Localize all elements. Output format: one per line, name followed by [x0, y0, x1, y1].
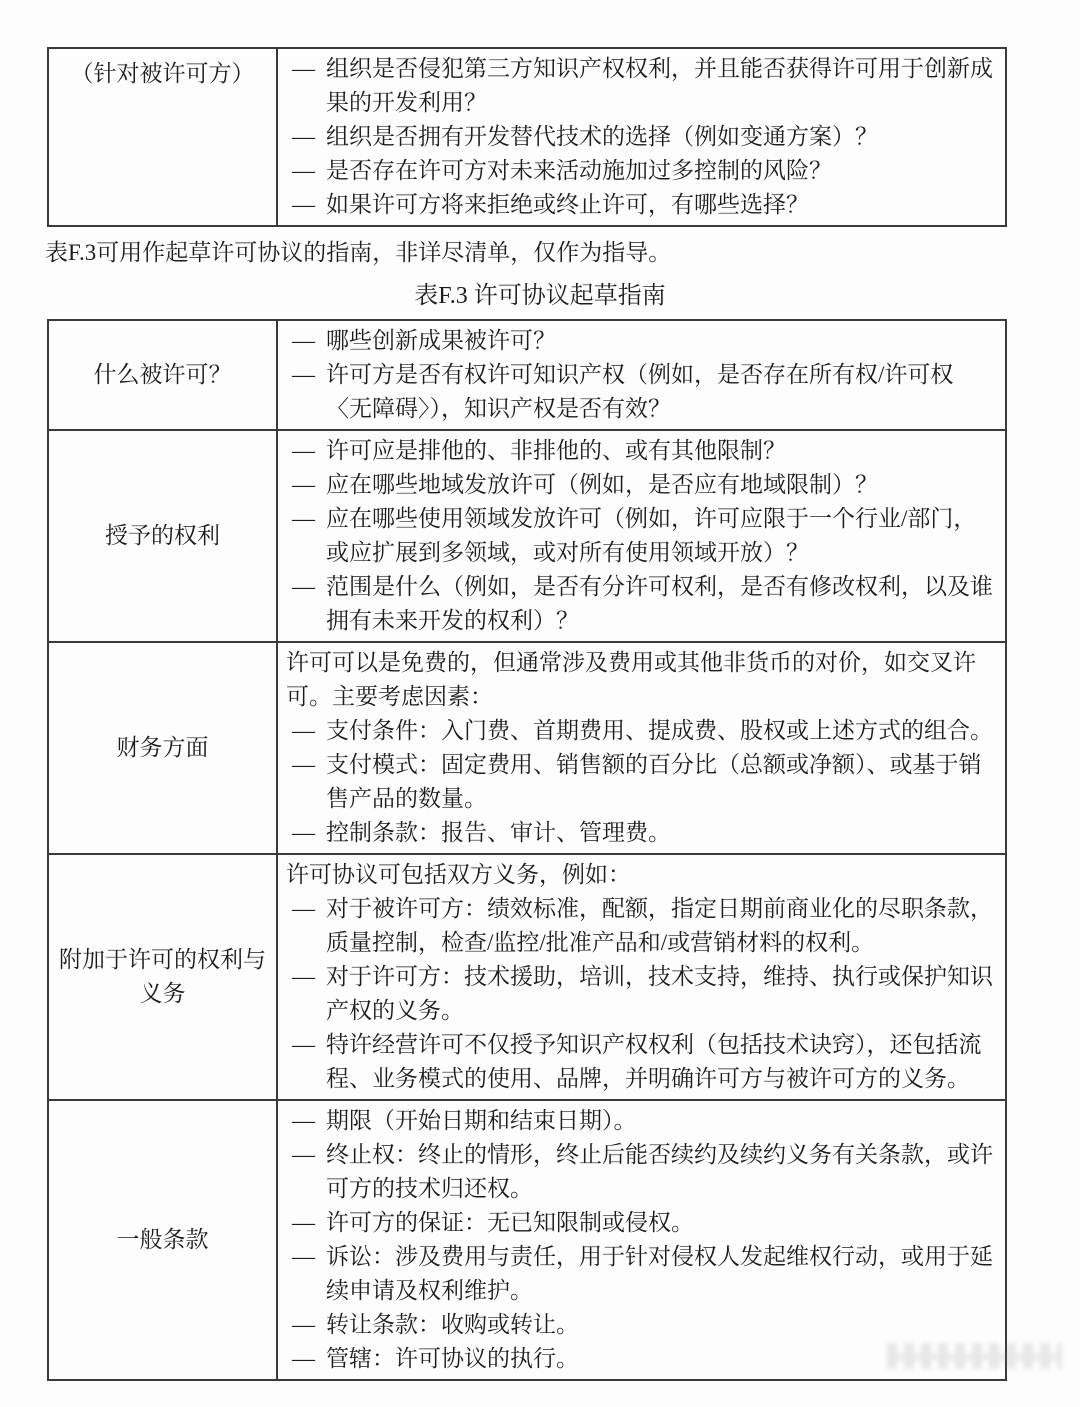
row-label: 附加于许可的权利与义务	[48, 854, 277, 1100]
dash-marker: —	[292, 328, 315, 353]
dash-marker: —	[292, 1210, 315, 1235]
table-row	[48, 854, 1006, 1100]
row-label: 财务方面	[48, 642, 277, 854]
dash-marker: —	[292, 1108, 315, 1133]
bullet-text: 终止权：终止的情形，终止后能否续约及续约义务有关条款，或许可方的技术归还权。	[326, 1142, 993, 1201]
dash-marker: —	[292, 124, 315, 149]
row-label: （针对被许可方）	[48, 48, 277, 226]
row-content	[277, 1100, 1006, 1380]
dash-marker: —	[292, 1032, 315, 1057]
bullet-item	[284, 468, 993, 502]
bullet-item	[284, 1308, 993, 1342]
bullet-text: 管辖：许可协议的执行。	[326, 1346, 579, 1371]
bullet-text: 对于被许可方：绩效标准，配额，指定日期前商业化的尽职条款，质量控制，检查/监控/批准产品和/或营销材料的权利。	[326, 896, 993, 955]
bullet-text: 期限（开始日期和结束日期）。	[326, 1108, 637, 1133]
bullet-item	[284, 52, 993, 120]
dash-marker: —	[292, 964, 315, 989]
bullet-item	[284, 188, 993, 222]
bullet-item	[284, 714, 993, 748]
bullet-text: 对于许可方：技术援助，培训，技术支持，维持、执行或保护知识产权的义务。	[326, 964, 993, 1023]
bullet-item	[284, 1240, 993, 1308]
bullet-item	[284, 1342, 993, 1376]
bullet-item	[284, 570, 993, 638]
dash-marker: —	[292, 192, 315, 217]
dash-marker: —	[292, 752, 315, 777]
cell-intro-text: 许可协议可包括双方义务，例如：	[286, 862, 631, 887]
bullet-item	[284, 120, 993, 154]
bullet-item	[284, 434, 993, 468]
bullet-item	[284, 502, 993, 570]
dash-marker: —	[292, 362, 315, 387]
bullet-text: 应在哪些地域发放许可（例如，是否应有地域限制）？	[326, 472, 878, 497]
row-label: 什么被许可？	[48, 320, 277, 430]
bullet-item	[284, 1104, 993, 1138]
table-row	[48, 48, 1006, 226]
row-label: 一般条款	[48, 1100, 277, 1380]
dash-marker: —	[292, 1346, 315, 1371]
row-content	[277, 854, 1006, 1100]
bullet-text: 许可方是否有权许可知识产权（例如，是否存在所有权/许可权〈无障碍〉），知识产权是否有效？	[326, 362, 954, 421]
bullet-item	[284, 748, 993, 816]
dash-marker: —	[292, 1312, 315, 1337]
row-content	[277, 430, 1006, 642]
bullet-text: 转让条款：收购或转让。	[326, 1312, 579, 1337]
dash-marker: —	[292, 718, 315, 743]
dash-marker: —	[292, 438, 315, 463]
bullet-text: 组织是否拥有开发替代技术的选择（例如变通方案）？	[326, 124, 878, 149]
bullet-text: 范围是什么（例如，是否有分许可权利，是否有修改权利，以及谁拥有未来开发的权利）？	[326, 574, 993, 633]
license-drafting-table	[47, 319, 1007, 1381]
bullet-item	[284, 324, 993, 358]
table-row	[48, 642, 1006, 854]
dash-marker: —	[292, 472, 315, 497]
dash-marker: —	[292, 820, 315, 845]
bullet-text: 支付模式：固定费用、销售额的百分比（总额或净额）、或基于销售产品的数量。	[326, 752, 982, 811]
row-content	[277, 642, 1006, 854]
dash-marker: —	[292, 506, 315, 531]
table-note: 表F.3可用作起草许可协议的指南，非详尽清单，仅作为指导。	[45, 240, 672, 265]
bullet-text: 哪些创新成果被许可？	[326, 328, 556, 353]
dash-marker: —	[292, 574, 315, 599]
dash-marker: —	[292, 896, 315, 921]
bullet-text: 是否存在许可方对未来活动施加过多控制的风险？	[326, 158, 832, 183]
bullet-item	[284, 358, 993, 426]
bullet-item	[284, 1206, 993, 1240]
bullet-item	[284, 892, 993, 960]
bullet-item	[284, 816, 993, 850]
licensee-questions-table	[47, 47, 1007, 227]
row-content	[277, 48, 1006, 226]
bullet-text: 许可应是排他的、非排他的、或有其他限制？	[326, 438, 786, 463]
bullet-text: 特许经营许可不仅授予知识产权权利（包括技术诀窍），还包括流程、业务模式的使用、品牌，并明确许可方与被许可方的义务。	[326, 1032, 982, 1091]
bullet-text: 组织是否侵犯第三方知识产权权利，并且能否获得许可用于创新成果的开发利用？	[326, 56, 993, 115]
bullet-text: 控制条款：报告、审计、管理费。	[326, 820, 671, 845]
bullet-text: 如果许可方将来拒绝或终止许可，有哪些选择？	[326, 192, 809, 217]
bullet-text: 支付条件：入门费、首期费用、提成费、股权或上述方式的组合。	[326, 718, 993, 743]
bullet-text: 应在哪些使用领域发放许可（例如，许可应限于一个行业/部门，或应扩展到多领域，或对所有使用领域开放）？	[326, 506, 977, 565]
bullet-item	[284, 154, 993, 188]
dash-marker: —	[292, 158, 315, 183]
table-row	[48, 320, 1006, 430]
row-content	[277, 320, 1006, 430]
bullet-item	[284, 1138, 993, 1206]
dash-marker: —	[292, 56, 315, 81]
bullet-text: 许可方的保证：无已知限制或侵权。	[326, 1210, 694, 1235]
cell-intro-text: 许可可以是免费的，但通常涉及费用或其他非货币的对价，如交叉许可。主要考虑因素：	[286, 650, 976, 709]
table-row	[48, 1100, 1006, 1380]
dash-marker: —	[292, 1142, 315, 1167]
table-row	[48, 430, 1006, 642]
dash-marker: —	[292, 1244, 315, 1269]
bullet-item	[284, 960, 993, 1028]
table-title: 表F.3 许可协议起草指南	[414, 283, 666, 309]
bullet-item	[284, 1028, 993, 1096]
bullet-text: 诉讼：涉及费用与责任，用于针对侵权人发起维权行动，或用于延续申请及权利维护。	[326, 1244, 993, 1303]
row-label: 授予的权利	[48, 430, 277, 642]
